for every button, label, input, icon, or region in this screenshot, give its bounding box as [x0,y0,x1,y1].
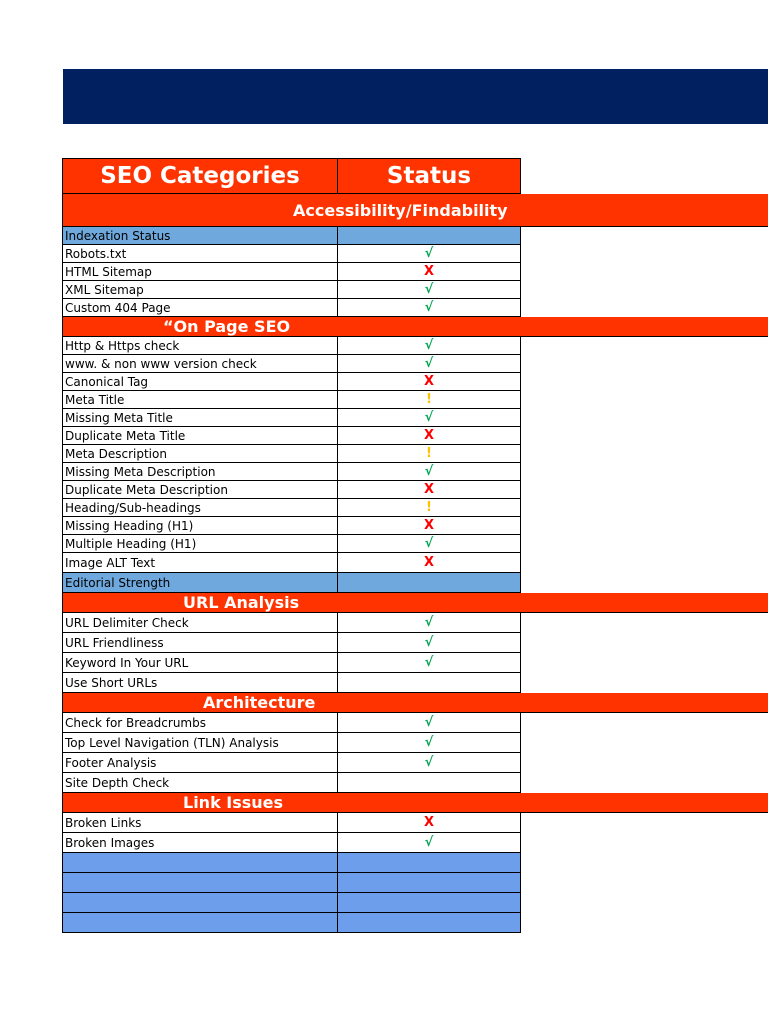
fail-status: X [337,427,521,445]
fail-status: X [337,517,521,535]
section-title [63,194,768,226]
pass-status: √ [337,653,521,673]
status-cell [337,893,521,913]
category-cell [62,873,337,893]
status-cell [337,853,521,873]
category-cell: Missing Meta Title [62,409,337,427]
category-cell: Missing Heading (H1) [62,517,337,535]
table-row [62,409,768,427]
table-header [62,158,768,194]
fail-status: X [337,481,521,499]
status-cell [337,573,521,593]
category-cell: Editorial Strength [62,573,337,593]
empty-row [62,853,768,873]
pass-status: √ [337,337,521,355]
pass-status: √ [337,355,521,373]
status-cell [337,673,521,693]
table-row [62,391,768,409]
section-header [62,693,768,713]
table-row [62,227,768,245]
warning-status: ! [337,499,521,517]
table-row [62,373,768,391]
table-row [62,613,768,633]
category-cell: Http & Https check [62,337,337,355]
pass-status: √ [337,409,521,427]
warning-status: ! [337,445,521,463]
category-cell [62,893,337,913]
table-row [62,653,768,673]
category-cell: Heading/Sub-headings [62,499,337,517]
table-row [62,833,768,853]
section-header [62,317,768,337]
table-row [62,813,768,833]
status-cell [337,773,521,793]
category-cell: Meta Title [62,391,337,409]
category-cell: Image ALT Text [62,553,337,573]
table-row [62,299,768,317]
fail-status: X [337,553,521,573]
table-row [62,633,768,653]
section-title-text: Accessibility/Findability [293,201,508,220]
table-row [62,245,768,263]
table-row [62,481,768,499]
table-row [62,499,768,517]
category-cell: Site Depth Check [62,773,337,793]
category-cell: Broken Images [62,833,337,853]
seo-audit-table [62,158,768,933]
section-title-text: “On Page SEO [163,317,291,336]
status-cell [337,873,521,893]
category-cell: Canonical Tag [62,373,337,391]
section-band [62,793,768,813]
section-header [62,194,768,227]
pass-status: √ [337,613,521,633]
warning-status: ! [337,391,521,409]
table-row [62,427,768,445]
pass-status: √ [337,733,521,753]
category-cell: Indexation Status [62,227,337,245]
table-row [62,517,768,535]
category-cell: Custom 404 Page [62,299,337,317]
category-cell: www. & non www version check [62,355,337,373]
category-cell: Use Short URLs [62,673,337,693]
table-row [62,263,768,281]
pass-status: √ [337,633,521,653]
table-row [62,445,768,463]
category-cell: HTML Sitemap [62,263,337,281]
section-band [62,194,768,227]
section-band [62,593,768,613]
pass-status: √ [337,281,521,299]
status-header: Status [337,158,521,194]
section-title [63,793,768,812]
table-row [62,463,768,481]
category-cell: Broken Links [62,813,337,833]
category-cell [62,853,337,873]
category-cell: Meta Description [62,445,337,463]
title-banner [63,69,768,124]
empty-row [62,913,768,933]
section-title [63,317,768,336]
category-cell: Missing Meta Description [62,463,337,481]
category-cell: URL Friendliness [62,633,337,653]
section-title [63,693,768,712]
section-header [62,593,768,613]
categories-header: SEO Categories [62,158,337,194]
pass-status: √ [337,713,521,733]
category-cell: XML Sitemap [62,281,337,299]
category-cell: Keyword In Your URL [62,653,337,673]
empty-row [62,873,768,893]
pass-status: √ [337,753,521,773]
section-header [62,793,768,813]
section-title-text: Link Issues [183,793,284,812]
table-row [62,281,768,299]
fail-status: X [337,813,521,833]
category-cell: Robots.txt [62,245,337,263]
table-row [62,573,768,593]
category-cell: Footer Analysis [62,753,337,773]
table-row [62,713,768,733]
category-cell: Top Level Navigation (TLN) Analysis [62,733,337,753]
table-row [62,753,768,773]
section-title [63,593,768,612]
section-band [62,693,768,713]
table-row [62,535,768,553]
section-title-text: Architecture [203,693,316,712]
section-title-text: URL Analysis [183,593,300,612]
category-cell: Duplicate Meta Title [62,427,337,445]
category-cell: Check for Breadcrumbs [62,713,337,733]
pass-status: √ [337,245,521,263]
table-row [62,773,768,793]
table-row [62,355,768,373]
pass-status: √ [337,833,521,853]
category-cell: Multiple Heading (H1) [62,535,337,553]
table-row [62,733,768,753]
table-row [62,553,768,573]
category-cell: URL Delimiter Check [62,613,337,633]
category-cell [62,913,337,933]
fail-status: X [337,373,521,391]
pass-status: √ [337,463,521,481]
empty-row [62,893,768,913]
status-cell [337,913,521,933]
status-cell [337,227,521,245]
category-cell: Duplicate Meta Description [62,481,337,499]
table-row [62,673,768,693]
section-band [62,317,768,337]
fail-status: X [337,263,521,281]
pass-status: √ [337,535,521,553]
table-row [62,337,768,355]
pass-status: √ [337,299,521,317]
